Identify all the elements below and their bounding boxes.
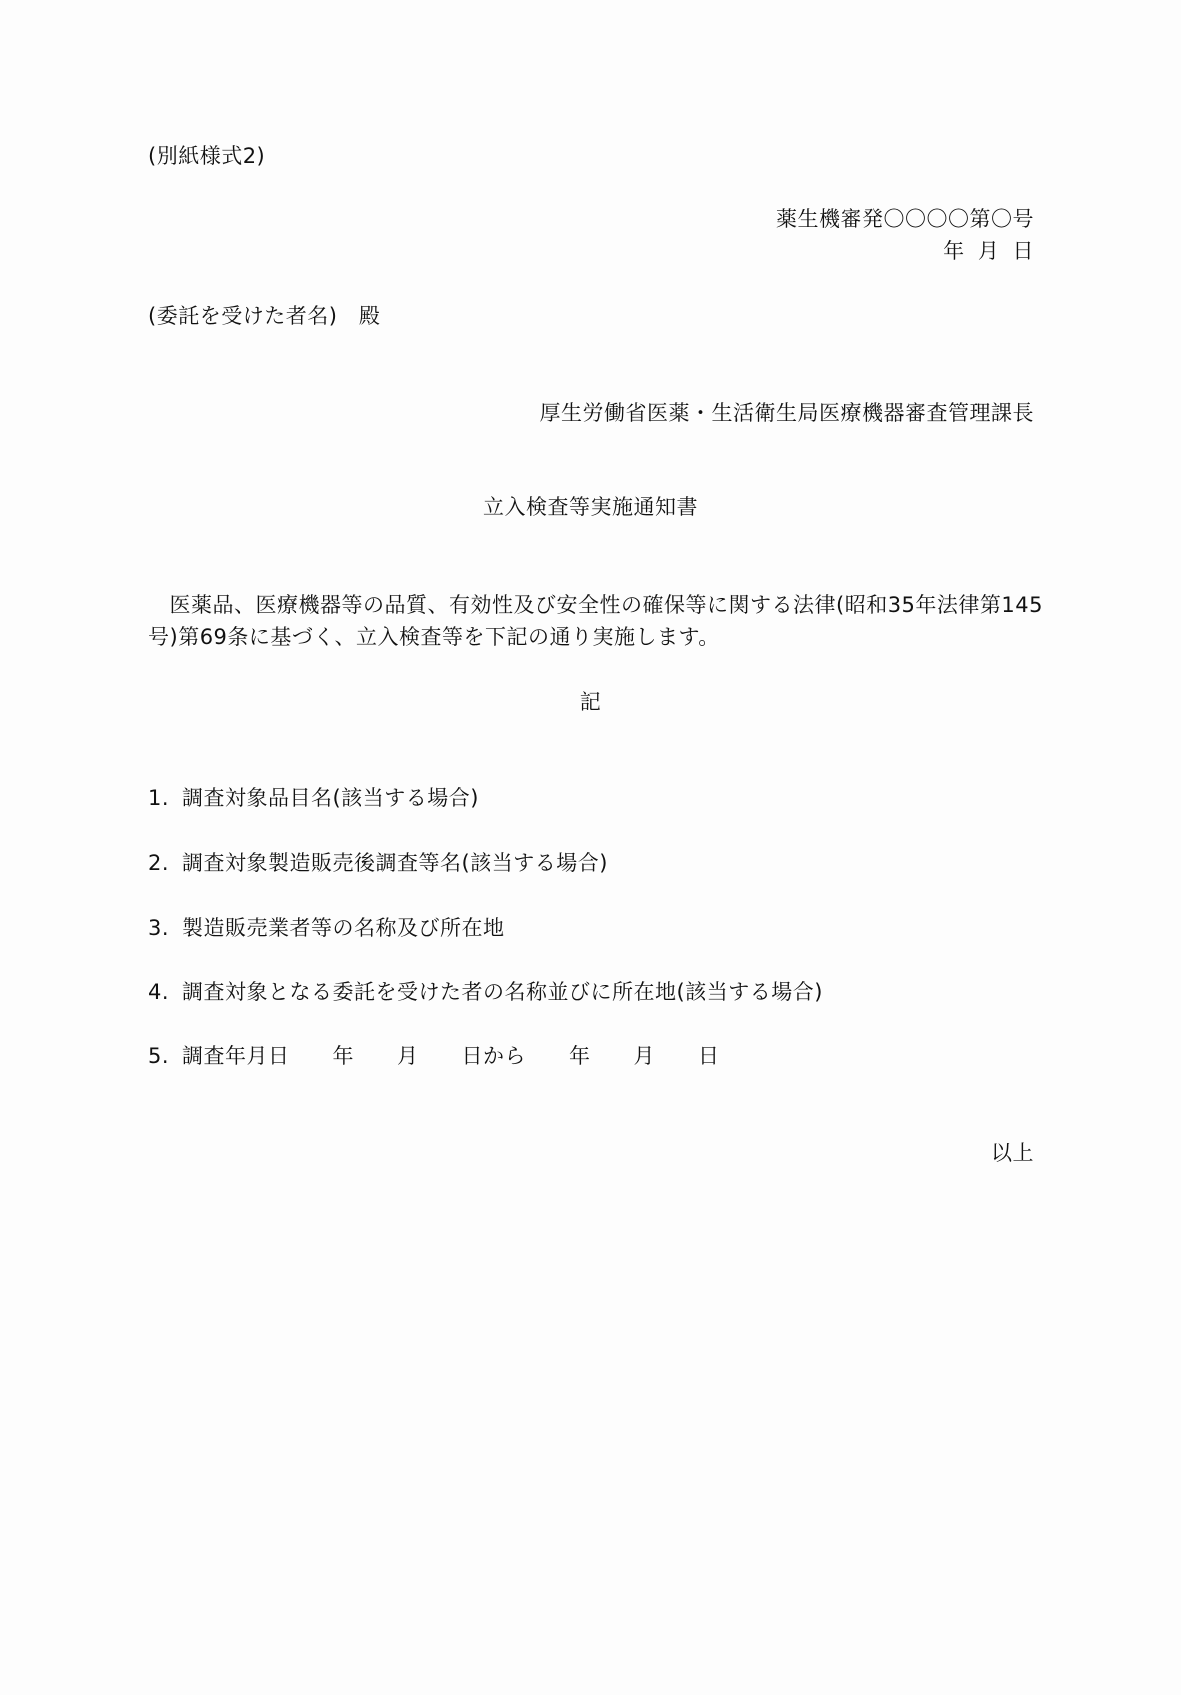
item-text: 調査年月日 年 月 日から 年 月 日 [182,1044,720,1068]
body-line-2: 号)第69条に基づく、立入検査等を下記の通り実施します。 [148,625,720,649]
item-text: 調査対象となる委託を受けた者の名称並びに所在地(該当する場合) [182,980,823,1004]
list-item [148,1046,720,1067]
list-item [148,853,608,874]
item-text: 調査対象品目名(該当する場合) [182,786,479,810]
addressee: (委託を受けた者名) 殿 [148,304,381,328]
list-item [148,788,479,809]
item-number: 4. [148,980,170,1004]
item-text: 製造販売業者等の名称及び所在地 [182,916,505,940]
form-label: (別紙様式2) [148,144,266,168]
document-title: 立入検査等実施通知書 [483,495,698,519]
item-number: 2. [148,851,170,875]
reference-number: 薬生機審発〇〇〇〇第〇号 [776,207,1034,231]
body-line-1: 医薬品、医療機器等の品質、有効性及び安全性の確保等に関する法律(昭和35年法律第145 [148,593,1043,617]
list-item [148,982,823,1003]
sender: 厚生労働省医薬・生活衛生局医療機器審査管理課長 [539,401,1034,425]
closing-text: 以上 [991,1141,1034,1165]
ki-label: 記 [579,690,602,714]
list-item [148,918,505,939]
item-number: 1. [148,786,170,810]
item-number: 3. [148,916,170,940]
date-line: 年 月 日 [943,239,1034,263]
item-number: 5. [148,1044,170,1068]
item-text: 調査対象製造販売後調査等名(該当する場合) [182,851,608,875]
